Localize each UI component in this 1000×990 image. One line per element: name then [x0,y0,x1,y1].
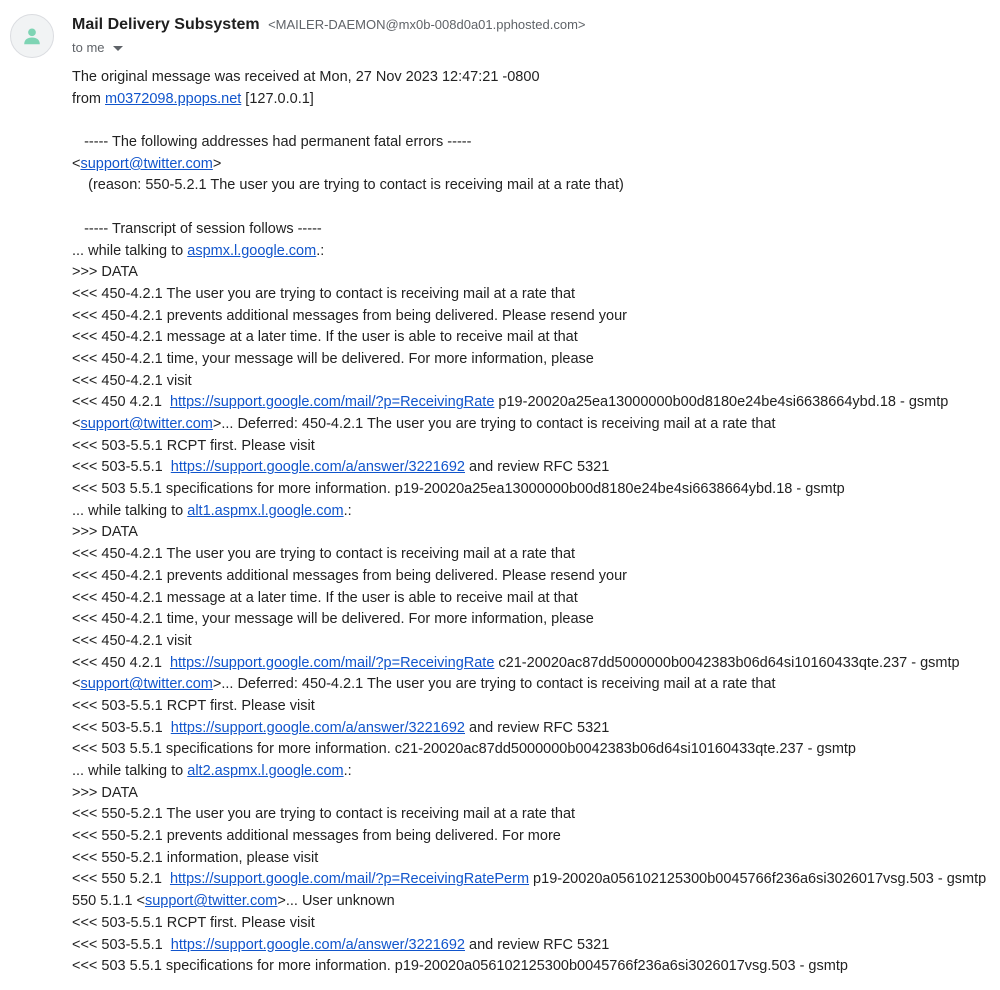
message-text: >>> DATA [72,784,138,801]
message-text: >>> DATA [72,524,138,541]
recipient-label: to me [72,40,105,55]
chevron-down-icon[interactable] [113,46,123,51]
message-link[interactable]: m0372098.ppops.net [105,90,242,107]
message-line [72,674,996,696]
message-body [72,67,996,978]
message-line [72,327,996,349]
message-link[interactable]: alt2.aspmx.l.google.com [187,763,344,779]
message-line [72,349,996,371]
message-text: <<< 503 5.5.1 specifications for more information. c21-20020ac87dd5000000b0042383b06d64si10160433qte.237 - gsmtp [72,741,856,758]
message-text: <<< 450-4.2.1 prevents additional messages from being delivered. Please resend your [72,307,627,324]
message-text: <<< 450-4.2.1 prevents additional messages from being delivered. Please resend your [72,567,627,584]
message-text: <<< 450-4.2.1 The user you are trying to contact is receiving mail at a rate that [72,285,576,302]
message-line [72,804,996,826]
message-text: <<< 450-4.2.1 The user you are trying to contact is receiving mail at a rate that [72,546,576,563]
message-line [72,935,996,957]
message-text: .: [343,502,352,519]
message-text: >... Deferred: 450-4.2.1 The user you are trying to contact is receiving mail at a rate that [212,676,776,693]
message-line [72,197,996,219]
message-text: <<< 503-5.5.1 RCPT first. Please visit [72,914,315,931]
message-line [72,262,996,284]
message-link[interactable]: https://support.google.com/mail/?p=ReceivingRate [169,654,495,671]
message-line [72,479,996,501]
message-text: [127.0.0.1] [241,90,314,107]
message-link[interactable]: support@twitter.com [80,676,213,693]
message-line [72,588,996,610]
message-line [72,631,996,653]
message-text: >>> DATA [72,264,138,281]
message-link[interactable]: aspmx.l.google.com [187,242,317,259]
person-icon [21,25,43,47]
sender-line [72,14,990,36]
message-line [72,284,996,306]
message-text: <<< 503-5.5.1 [72,936,171,953]
message-text: .: [343,763,352,779]
message-line [72,436,996,458]
message-text: > [212,155,222,172]
message-text: 550 5.1.1 < [72,893,145,910]
message-line [72,110,996,132]
message-link[interactable]: alt1.aspmx.l.google.com [187,502,344,519]
message-link[interactable]: https://support.google.com/mail/?p=ReceivingRate [169,394,495,411]
message-line [72,154,996,176]
message-text: <<< 450-4.2.1 message at a later time. If the user is able to receive mail at that [72,329,578,346]
message-text: p19-20020a056102125300b0045766f236a6si3026017vsg.503 - gsmtp [529,871,987,888]
message-line [72,457,996,479]
message-text: <<< 550-5.2.1 information, please visit [72,849,319,866]
message-line [72,869,996,891]
message-line [72,826,996,848]
message-line [72,306,996,328]
message-text: and review RFC 5321 [465,459,610,476]
message-text: < [72,676,81,693]
message-text: and review RFC 5321 [465,936,610,953]
message-line [72,761,996,783]
message-header [72,14,990,57]
sender-email[interactable]: <MAILER-DAEMON@mx0b-008d0a01.pphosted.com> [268,17,586,32]
message-text: (reason: 550-5.2.1 The user you are trying to contact is receiving mail at a rate that) [72,177,624,194]
message-text: < [72,155,81,172]
message-line [72,913,996,935]
message-text: <<< 450 4.2.1 [72,394,170,411]
message-text: ... while talking to [72,763,188,779]
message-line [72,696,996,718]
message-line [72,132,996,154]
message-text: < [72,416,81,432]
message-text: <<< 450-4.2.1 visit [72,372,192,389]
message-line [72,371,996,393]
message-line [72,219,996,241]
message-text: p19-20020a25ea13000000b00d8180e24be4si6638664ybd.18 - gsmtp [494,394,949,411]
message-line [72,783,996,805]
avatar[interactable] [10,14,54,58]
message-text: The original message was received at Mon, 27 Nov 2023 12:47:21 -0800 [72,69,540,85]
message-line [72,653,996,675]
message-line [72,414,996,436]
message-line [72,392,996,414]
message-text: and review RFC 5321 [465,719,610,736]
message-line [72,848,996,870]
sender-name[interactable]: Mail Delivery Subsystem [72,16,260,33]
message-line [72,89,996,111]
message-line [72,956,996,978]
message-text: ... while talking to [72,242,188,259]
message-line [72,718,996,740]
message-link[interactable]: support@twitter.com [80,155,213,172]
message-line [72,739,996,761]
message-line [72,891,996,913]
message-line [72,501,996,523]
message-line [72,67,996,89]
message-text: <<< 503-5.5.1 RCPT first. Please visit [72,437,315,454]
message-link[interactable]: https://support.google.com/a/answer/3221692 [170,459,465,476]
message-text: <<< 503-5.5.1 [72,459,171,476]
message-text: .: [316,242,325,259]
message-text: <<< 450 4.2.1 [72,654,170,671]
message-text: <<< 450-4.2.1 time, your message will be delivered. For more information, please [72,350,594,367]
message-text: ----- Transcript of session follows ----- [72,220,322,237]
message-text: <<< 550 5.2.1 [72,871,170,888]
message-line [72,544,996,566]
message-text: <<< 503-5.5.1 RCPT first. Please visit [72,697,315,714]
message-text: from [72,90,106,107]
message-text: <<< 450-4.2.1 message at a later time. If the user is able to receive mail at that [72,589,578,606]
message-link[interactable]: https://support.google.com/mail/?p=ReceivingRatePerm [169,871,530,888]
message-line [72,241,996,263]
message-line [72,609,996,631]
message-text: <<< 503-5.5.1 [72,719,171,736]
message-line [72,175,996,197]
message-text: >... User unknown [277,893,395,910]
message-text: <<< 450-4.2.1 visit [72,632,192,649]
message-link[interactable]: support@twitter.com [144,893,278,910]
message-text: <<< 503 5.5.1 specifications for more information. p19-20020a25ea13000000b00d8180e24be4si6638664ybd.18 - gsmtp [72,481,845,498]
message-text: <<< 450-4.2.1 time, your message will be delivered. For more information, please [72,611,594,628]
recipient-details-toggle[interactable] [72,39,123,57]
message-link[interactable]: https://support.google.com/a/answer/3221692 [170,936,465,953]
message-text: <<< 550-5.2.1 prevents additional messages from being delivered. For more [72,828,561,845]
message-link[interactable]: https://support.google.com/a/answer/3221692 [170,719,465,736]
message-line [72,522,996,544]
message-text: <<< 550-5.2.1 The user you are trying to contact is receiving mail at a rate that [72,806,576,823]
message-line [72,566,996,588]
message-text: ... while talking to [72,502,188,519]
message-text: <<< 503 5.5.1 specifications for more information. p19-20020a056102125300b0045766f236a6si3026017vsg.503 - gsmtp [72,958,848,975]
message-text: >... Deferred: 450-4.2.1 The user you are trying to contact is receiving mail at a rate that [212,416,776,432]
message-text: ----- The following addresses had permanent fatal errors ----- [72,134,472,151]
message-link[interactable]: support@twitter.com [80,416,213,432]
message-text: c21-20020ac87dd5000000b0042383b06d64si10160433qte.237 - gsmtp [494,654,960,671]
